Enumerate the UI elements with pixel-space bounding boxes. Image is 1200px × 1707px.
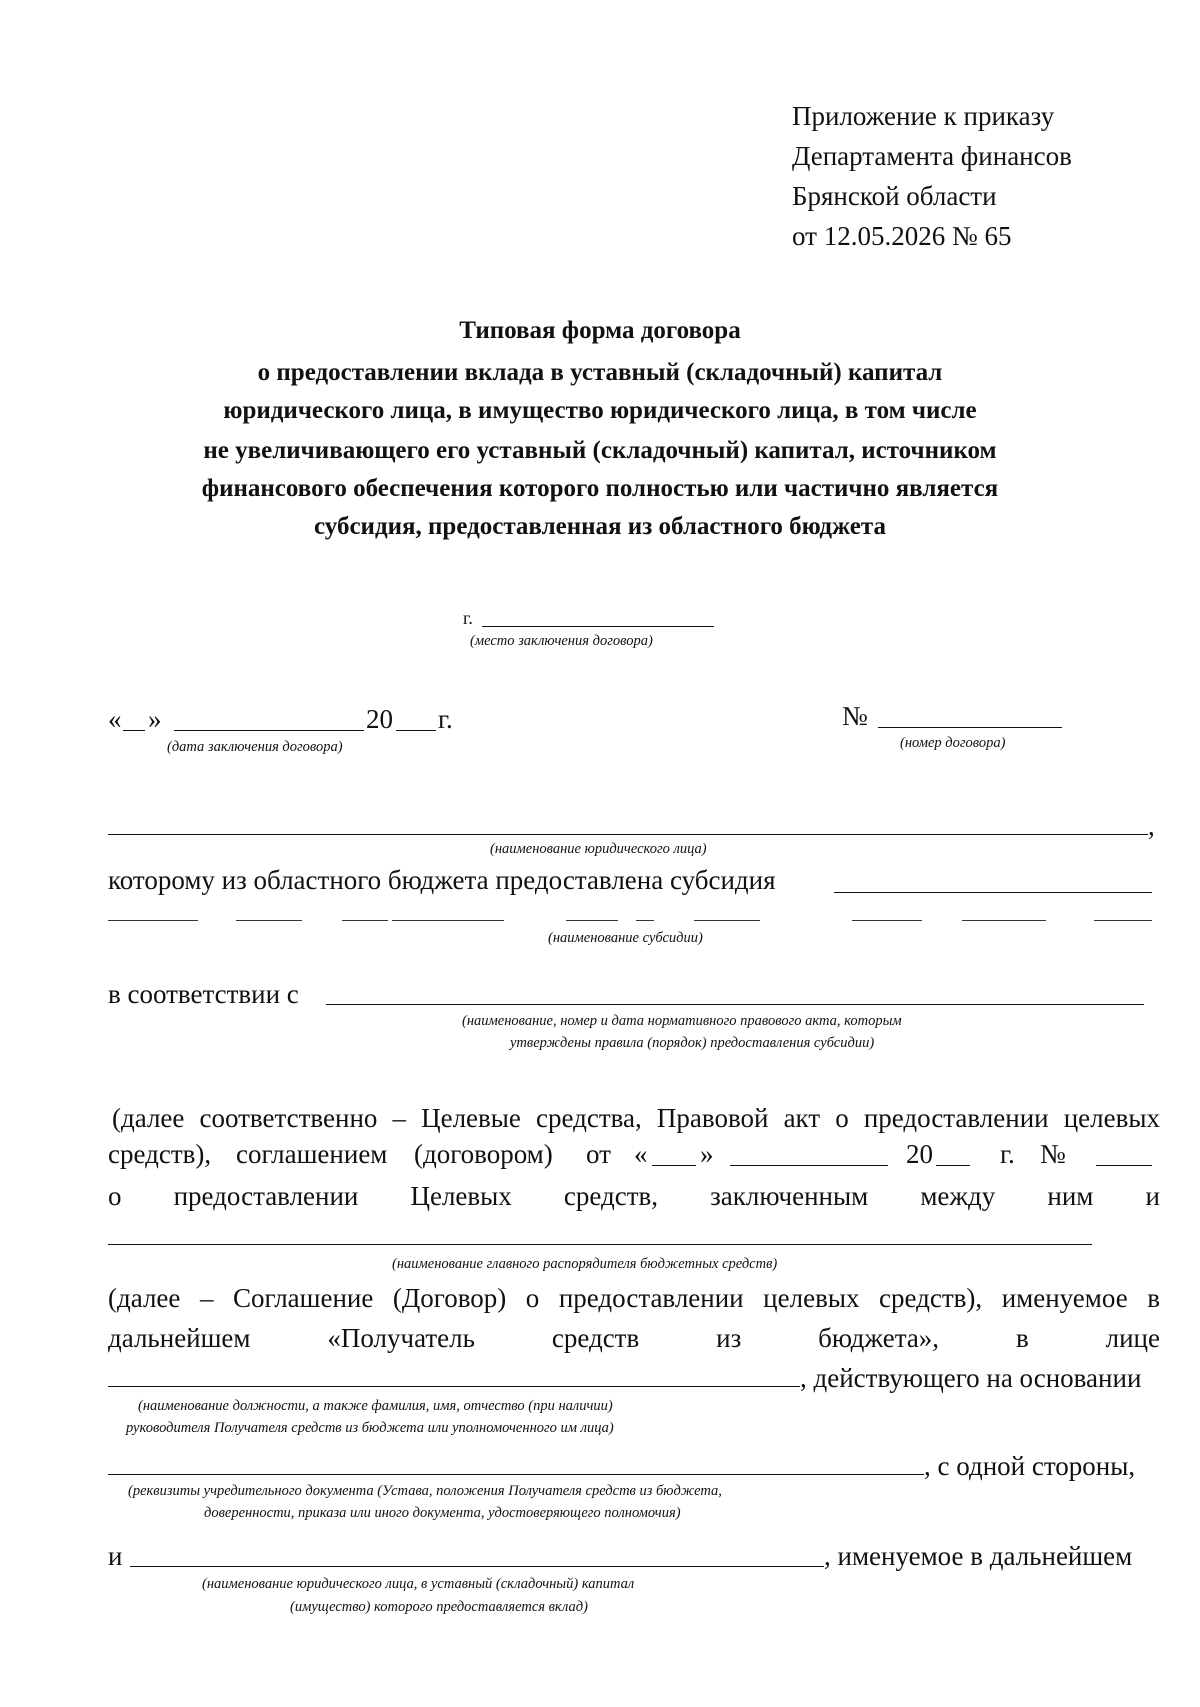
paragraph-line-2-word-4: от — [586, 1139, 611, 1169]
paragraph-line-3-word: между — [920, 1181, 996, 1211]
appendix-line-1: Приложение к приказу — [792, 101, 1055, 131]
subsidy-blank-segment — [566, 920, 618, 921]
founding-doc-blank — [108, 1474, 924, 1475]
entity-caption-2: (имущество) которого предоставляется вклад) — [290, 1599, 588, 1615]
subsidy-blank-segment — [694, 920, 760, 921]
entity-caption-1: (наименование юридического лица, в уставный (складочный) капитал — [202, 1576, 635, 1592]
doc-caption-2: доверенности, приказа или иного документа, удостоверяющего полномочия) — [204, 1505, 681, 1521]
subsidy-blank-segment — [1094, 920, 1152, 921]
subsidy-blank-segment — [108, 920, 198, 921]
subsidy-caption: (наименование субсидии) — [548, 930, 703, 946]
date-year-blank — [396, 730, 436, 731]
paragraph-line-2-word-1: средств), — [108, 1139, 212, 1169]
paragraph-line-3-word: Целевых — [410, 1181, 512, 1211]
date-year-prefix: 20 — [366, 704, 393, 734]
paragraph-line-3-word: о — [108, 1181, 122, 1211]
and-text: и — [108, 1541, 123, 1571]
paragraph-line-6-word: «Получатель — [327, 1323, 475, 1353]
distributor-caption: (наименование главного распорядителя бюджетных средств) — [392, 1256, 778, 1272]
paragraph-year-prefix: 20 — [906, 1139, 933, 1169]
legal-entity-blank — [108, 834, 1148, 835]
paragraph-line-6-word: средств — [551, 1323, 640, 1353]
paragraph-line-1: (далее соответственно – Целевые средства, Правовой акт о предоставлении целевых — [112, 1103, 1160, 1133]
acting-text: , действующего на основании — [800, 1363, 1142, 1393]
accordance-caption-1: (наименование, номер и дата нормативного правового акта, которым — [462, 1013, 902, 1029]
paragraph-line-6 — [108, 1322, 1160, 1354]
place-blank — [482, 626, 714, 627]
appendix-line-2: Департамента финансов — [792, 141, 1072, 171]
accordance-text: в соответствии с — [108, 979, 299, 1009]
date-caption: (дата заключения договора) — [167, 739, 343, 755]
place-caption: (место заключения договора) — [470, 633, 653, 649]
paragraph-number-sign: № — [1040, 1139, 1066, 1169]
date-day-blank — [123, 730, 145, 731]
doc-title-line-6: субсидия, предоставленная из областного бюджета — [314, 513, 886, 540]
date-quote-open: « — [108, 704, 122, 734]
accordance-caption-2: утверждены правила (порядок) предоставления субсидии) — [510, 1035, 875, 1051]
paragraph-line-3-word: ним — [1047, 1181, 1094, 1211]
subsidy-blank-segment — [962, 920, 1046, 921]
subsidy-blank-segment — [236, 920, 302, 921]
doc-title-line-1: Типовая форма договора — [459, 317, 741, 344]
paragraph-line-6-word: лице — [1105, 1323, 1160, 1353]
paragraph-year-blank — [936, 1165, 970, 1166]
doc-title-line-3: юридического лица, в имущество юридического лица, в том числе — [223, 397, 977, 424]
date-quote-close: » — [148, 704, 162, 734]
date-month-blank — [174, 730, 364, 731]
paragraph-day-blank — [652, 1165, 696, 1166]
doc-title-line-2: о предоставлении вклада в уставный (складочный) капитал — [257, 359, 943, 386]
paragraph-line-6-word: в — [1015, 1323, 1029, 1353]
paragraph-line-6-word: дальнейшем — [108, 1323, 251, 1353]
paragraph-line-2-quote-close: » — [700, 1139, 714, 1169]
subsidy-blank-segment — [342, 920, 388, 921]
paragraph-year-suffix: г. — [1000, 1139, 1015, 1169]
head-caption-2: руководителя Получателя средств из бюджета или уполномоченного им лица) — [126, 1420, 614, 1436]
paragraph-line-3-word: предоставлении — [173, 1181, 359, 1211]
paragraph-line-6-word: бюджета», — [818, 1323, 940, 1353]
head-person-blank — [108, 1386, 800, 1387]
paragraph-line-2-quote-open: « — [634, 1139, 648, 1169]
doc-caption-1: (реквизиты учредительного документа (Устава, положения Получателя средств из бюджета, — [128, 1483, 722, 1499]
legal-entity-caption: (наименование юридического лица) — [490, 841, 707, 857]
place-prefix: г. — [463, 608, 473, 628]
appendix-line-3: Брянской области — [792, 181, 997, 211]
paragraph-line-5: (далее – Соглашение (Договор) о предоставлении целевых средств), именуемое в — [108, 1283, 1160, 1313]
number-blank — [878, 727, 1062, 728]
appendix-line-4: от 12.05.2026 № 65 — [792, 221, 1012, 251]
subsidy-blank-segment — [392, 920, 504, 921]
head-caption-1: (наименование должности, а также фамилия, имя, отчество (при наличии) — [138, 1398, 613, 1414]
paragraph-number-blank — [1096, 1165, 1152, 1166]
doc-title-line-5: финансового обеспечения которого полностью или частично является — [201, 475, 999, 502]
one-side-text: , с одной стороны, — [924, 1451, 1136, 1481]
subsidy-blank-segment — [852, 920, 922, 921]
distributor-blank — [108, 1244, 1092, 1245]
named-after-text: , именуемое в дальнейшем — [824, 1541, 1133, 1571]
legal-entity-comma: , — [1148, 811, 1155, 841]
subsidy-blank-segment — [636, 920, 654, 921]
doc-title-line-4: не увеличивающего его уставный (складочный) капитал, источником — [203, 437, 997, 464]
paragraph-line-6-word: из — [716, 1323, 742, 1353]
date-year-suffix: г. — [438, 704, 453, 734]
paragraph-line-3 — [108, 1180, 1160, 1212]
paragraph-line-3-word: средств, — [563, 1181, 659, 1211]
subsidy-text: которому из областного бюджета предоставлена субсидия — [108, 865, 776, 895]
paragraph-line-3-word: и — [1145, 1181, 1160, 1211]
paragraph-line-2-word-3: (договором) — [414, 1139, 553, 1169]
number-caption: (номер договора) — [900, 735, 1006, 751]
subsidy-blank — [834, 892, 1152, 893]
number-sign: № — [842, 701, 868, 731]
paragraph-line-3-word: заключенным — [710, 1181, 869, 1211]
paragraph-line-2-word-2: соглашением — [236, 1139, 388, 1169]
entity-blank — [130, 1566, 824, 1567]
accordance-blank — [326, 1004, 1144, 1005]
paragraph-month-blank — [730, 1165, 888, 1166]
